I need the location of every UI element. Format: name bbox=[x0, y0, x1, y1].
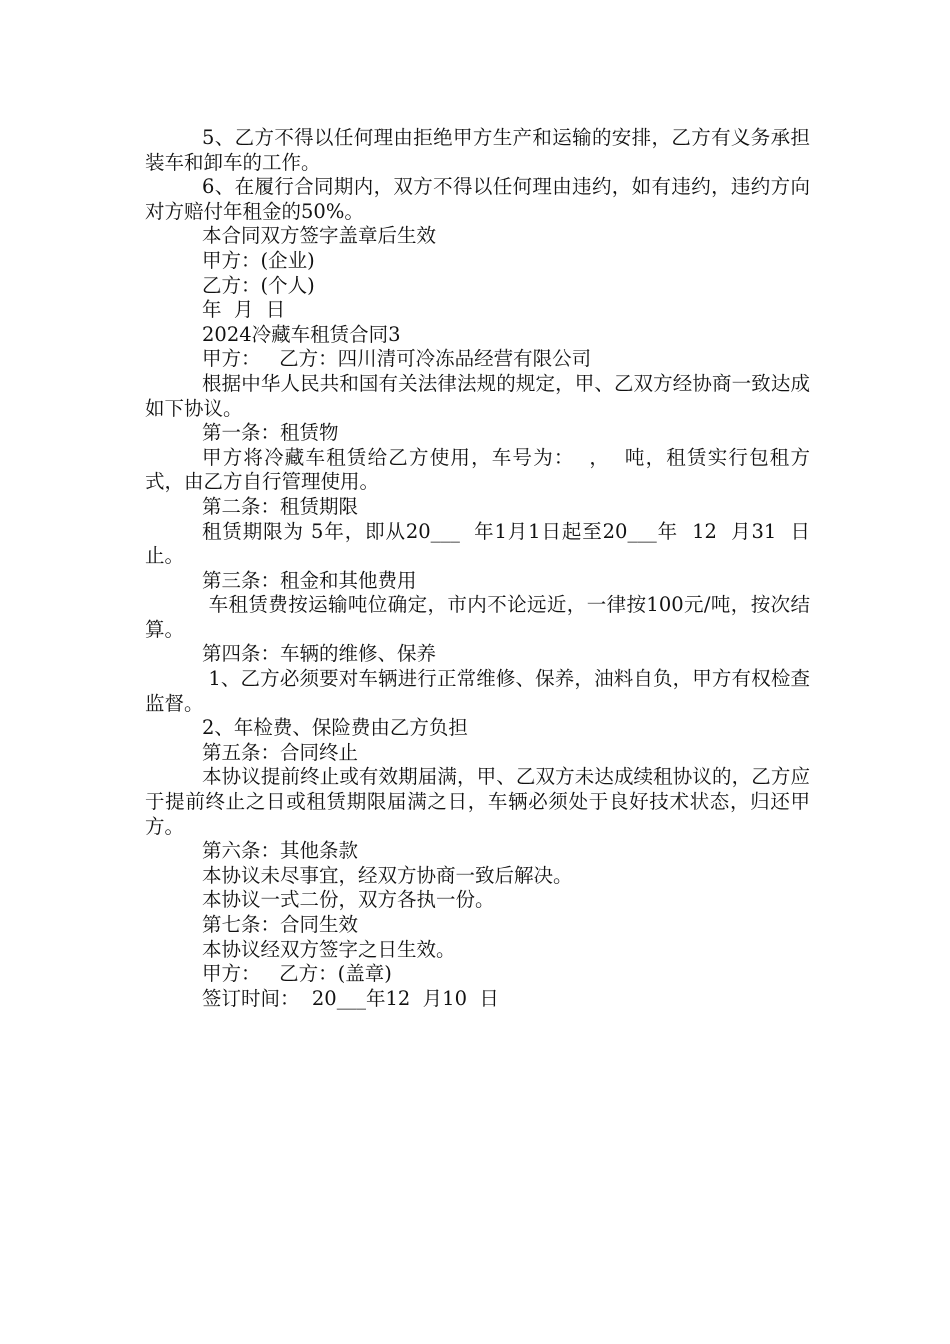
article-7-heading: 第七条：合同生效 bbox=[202, 913, 359, 936]
paragraph-effective: 本合同双方签字盖章后生效 bbox=[202, 224, 437, 248]
article-4-heading: 第四条：车辆的维修、保养 bbox=[202, 642, 437, 666]
paragraph-clause-6: 6、在履行合同期内，双方不得以任何理由违约，如有违约，违约方向对方赔付年租金的50%。 bbox=[145, 175, 810, 223]
date-line: 年 月 日 bbox=[202, 298, 286, 322]
paragraph-clause-5: 5、乙方不得以任何理由拒绝甲方生产和运输的安排，乙方有义务承担装车和卸车的工作。 bbox=[145, 126, 810, 174]
article-7-body: 本协议经双方签字之日生效。 bbox=[202, 937, 456, 961]
document-body bbox=[145, 126, 810, 1011]
signing-date-line: 签订时间： 20___年12 月10 日 bbox=[202, 986, 499, 1010]
article-1-heading: 第一条：租赁物 bbox=[202, 421, 339, 445]
article-5-body: 本协议提前终止或有效期届满，甲、乙双方未达成续租协议的，乙方应于提前终止之日或租赁期限届满之日，车辆必须处于良好技术状态，归还甲方。 bbox=[145, 765, 810, 838]
article-6-body-2: 本协议一式二份，双方各执一份。 bbox=[202, 888, 495, 912]
article-6-heading: 第六条：其他条款 bbox=[202, 839, 359, 863]
contract-title: 2024冷藏车租赁合同3 bbox=[202, 322, 401, 346]
article-6-body-1: 本协议未尽事宜，经双方协商一致后解决。 bbox=[202, 863, 573, 887]
article-2-body: 租赁期限为 5年，即从20___ 年1月1日起至20___年 12 月31 日止。 bbox=[145, 519, 810, 568]
article-4-item-1: 1、乙方必须要对车辆进行正常维修、保养，油料自负，甲方有权检查监督。 bbox=[145, 667, 810, 715]
party-a-line: 甲方：(企业) bbox=[202, 248, 315, 272]
article-3-heading: 第三条：租金和其他费用 bbox=[202, 568, 417, 592]
party-b-line: 乙方：(个人) bbox=[202, 273, 315, 297]
article-2-heading: 第二条：租赁期限 bbox=[202, 494, 359, 518]
paragraph-preamble: 根据中华人民共和国有关法律法规的规定，甲、乙双方经协商一致达成如下协议。 bbox=[145, 371, 810, 420]
article-3-body: 车租赁费按运输吨位确定，市内不论远近，一律按100元/吨，按次结算。 bbox=[145, 593, 810, 641]
signature-parties-line: 甲方： 乙方：(盖章) bbox=[202, 962, 392, 986]
article-5-heading: 第五条：合同终止 bbox=[202, 740, 359, 764]
parties-line: 甲方： 乙方：四川清可冷冻品经营有限公司 bbox=[202, 347, 592, 371]
article-1-body: 甲方将冷藏车租赁给乙方使用，车号为： ， 吨，租赁实行包租方式，由乙方自行管理使用。 bbox=[145, 445, 810, 494]
article-4-item-2: 2、年检费、保险费由乙方负担 bbox=[202, 716, 468, 740]
